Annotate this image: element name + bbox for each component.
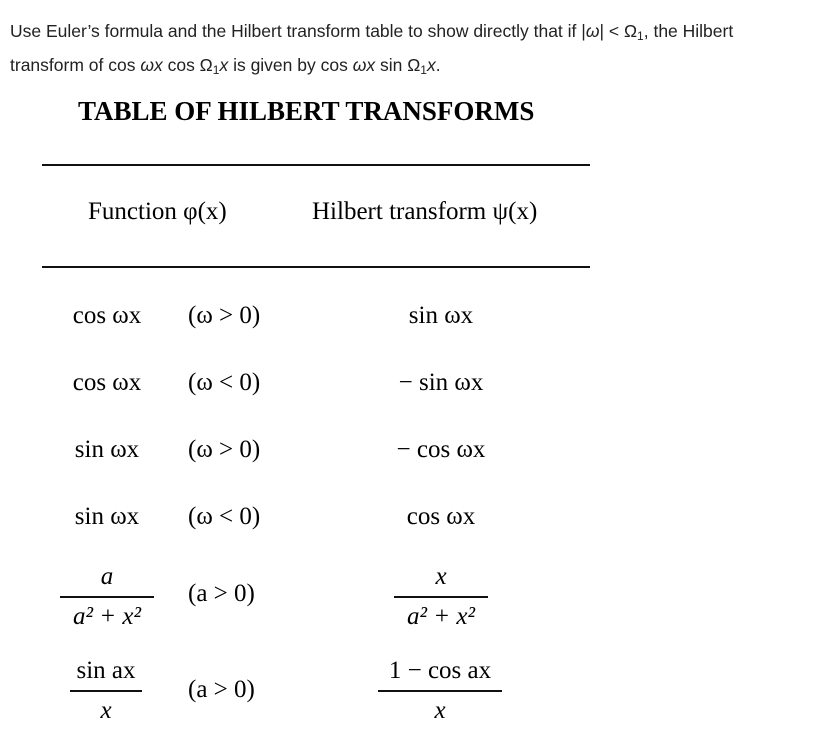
table-title: TABLE OF HILBERT TRANSFORMS bbox=[78, 96, 535, 126]
row5-condition: (a > 0) bbox=[188, 580, 255, 607]
row6-function-fraction-bar bbox=[70, 690, 142, 692]
row6-transform-fraction bbox=[378, 656, 502, 726]
table-top-rule bbox=[42, 164, 590, 166]
row4-transform: cos ωx bbox=[406, 503, 476, 530]
row6-function-denominator: x bbox=[100, 696, 112, 724]
row5-function-numerator: a bbox=[100, 563, 114, 590]
row4-function: sin ωx bbox=[74, 503, 140, 530]
row5-function-fraction bbox=[60, 562, 154, 632]
table-header-rule bbox=[42, 266, 590, 268]
row5-function-fraction-bar bbox=[60, 596, 154, 598]
header-hilbert-transform: Hilbert transform ψ(x) bbox=[312, 198, 538, 225]
row1-function: cos ωx bbox=[72, 302, 142, 329]
row6-transform-numerator: 1 − cos ax bbox=[388, 657, 492, 684]
row3-condition: (ω > 0) bbox=[188, 436, 261, 463]
row4-condition: (ω < 0) bbox=[188, 503, 261, 530]
row2-condition: (ω < 0) bbox=[188, 369, 261, 396]
row6-condition: (a > 0) bbox=[188, 676, 255, 703]
row6-transform-denominator: x bbox=[434, 696, 446, 724]
row6-transform-fraction-bar bbox=[378, 690, 502, 692]
header-function: Function φ(x) bbox=[88, 198, 227, 225]
row5-transform-fraction bbox=[394, 562, 488, 632]
row1-condition: (ω > 0) bbox=[188, 302, 261, 329]
row5-transform-numerator: x bbox=[435, 563, 447, 590]
row3-transform: − cos ωx bbox=[396, 436, 486, 463]
row6-function-fraction bbox=[70, 656, 142, 726]
row3-function: sin ωx bbox=[74, 436, 140, 463]
row6-function-numerator: sin ax bbox=[76, 657, 136, 684]
row5-transform-denominator: a² + x² bbox=[407, 602, 475, 630]
problem-statement: Use Euler’s formula and the Hilbert transform table to show directly that if $|\omega| < \Omega_1$, the Hilbert transform of cos ωx $\cos \Omega_1x$ is given by cos ωx $\sin \Omega_1x$. bbox=[10, 21, 734, 77]
row1-transform: sin ωx bbox=[408, 302, 474, 329]
row2-function: cos ωx bbox=[72, 369, 142, 396]
row2-transform: − sin ωx bbox=[398, 369, 484, 396]
row5-function-denominator: a² + x² bbox=[73, 602, 141, 630]
row5-transform-fraction-bar bbox=[394, 596, 488, 598]
